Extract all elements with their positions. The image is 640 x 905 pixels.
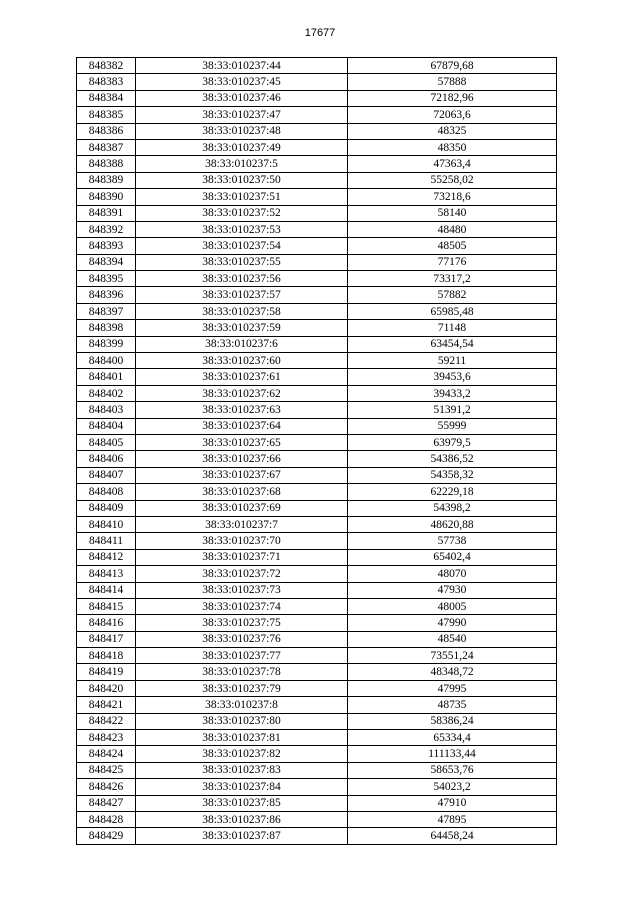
cadastral-number-cell: 38:33:010237:45 [136, 74, 348, 90]
table-row [77, 123, 557, 139]
record-number-cell: 848404 [77, 418, 136, 434]
record-number-cell: 848384 [77, 90, 136, 106]
table-row [77, 582, 557, 598]
table-row [77, 418, 557, 434]
table-row [77, 271, 557, 287]
cadastral-number-cell: 38:33:010237:76 [136, 631, 348, 647]
record-number-cell: 848418 [77, 648, 136, 664]
record-number-cell: 848426 [77, 779, 136, 795]
table-row [77, 320, 557, 336]
cadastral-number-cell: 38:33:010237:44 [136, 58, 348, 74]
value-cell: 62229,18 [348, 484, 557, 500]
record-number-cell: 848415 [77, 598, 136, 614]
cadastral-number-cell: 38:33:010237:74 [136, 598, 348, 614]
cadastral-number-cell: 38:33:010237:55 [136, 254, 348, 270]
cadastral-number-cell: 38:33:010237:51 [136, 189, 348, 205]
value-cell: 51391,2 [348, 402, 557, 418]
table-row [77, 139, 557, 155]
cadastral-number-cell: 38:33:010237:58 [136, 303, 348, 319]
record-number-cell: 848403 [77, 402, 136, 418]
value-cell: 57882 [348, 287, 557, 303]
value-cell: 48505 [348, 238, 557, 254]
cadastral-number-cell: 38:33:010237:5 [136, 156, 348, 172]
table-row [77, 385, 557, 401]
value-cell: 48480 [348, 221, 557, 237]
cadastral-number-cell: 38:33:010237:68 [136, 484, 348, 500]
table-row [77, 451, 557, 467]
value-cell: 54386,52 [348, 451, 557, 467]
record-number-cell: 848382 [77, 58, 136, 74]
value-cell: 55999 [348, 418, 557, 434]
record-number-cell: 848419 [77, 664, 136, 680]
table-row [77, 238, 557, 254]
value-cell: 73551,24 [348, 648, 557, 664]
record-number-cell: 848395 [77, 271, 136, 287]
table-row [77, 74, 557, 90]
record-number-cell: 848388 [77, 156, 136, 172]
value-cell: 72182,96 [348, 90, 557, 106]
cadastral-number-cell: 38:33:010237:82 [136, 746, 348, 762]
table-row [77, 336, 557, 352]
cadastral-number-cell: 38:33:010237:50 [136, 172, 348, 188]
record-number-cell: 848400 [77, 353, 136, 369]
value-cell: 48540 [348, 631, 557, 647]
table-row [77, 664, 557, 680]
record-number-cell: 848425 [77, 762, 136, 778]
value-cell: 65985,48 [348, 303, 557, 319]
cadastral-number-cell: 38:33:010237:77 [136, 648, 348, 664]
cadastral-number-cell: 38:33:010237:57 [136, 287, 348, 303]
table-row [77, 811, 557, 827]
value-cell: 48350 [348, 139, 557, 155]
record-number-cell: 848410 [77, 516, 136, 532]
value-cell: 63979,5 [348, 434, 557, 450]
table-row [77, 697, 557, 713]
table-row [77, 533, 557, 549]
value-cell: 47910 [348, 795, 557, 811]
table-row [77, 566, 557, 582]
table-row [77, 615, 557, 631]
cadastral-number-cell: 38:33:010237:62 [136, 385, 348, 401]
record-number-cell: 848385 [77, 107, 136, 123]
value-cell: 48620,88 [348, 516, 557, 532]
cadastral-number-cell: 38:33:010237:85 [136, 795, 348, 811]
value-cell: 64458,24 [348, 828, 557, 844]
table-row [77, 189, 557, 205]
page-number: 17677 [304, 27, 336, 39]
cadastral-number-cell: 38:33:010237:8 [136, 697, 348, 713]
record-number-cell: 848414 [77, 582, 136, 598]
value-cell: 111133,44 [348, 746, 557, 762]
cadastral-number-cell: 38:33:010237:60 [136, 353, 348, 369]
record-number-cell: 848402 [77, 385, 136, 401]
record-number-cell: 848391 [77, 205, 136, 221]
value-cell: 63454,54 [348, 336, 557, 352]
registry-table [76, 57, 557, 845]
cadastral-number-cell: 38:33:010237:47 [136, 107, 348, 123]
record-number-cell: 848423 [77, 730, 136, 746]
value-cell: 65402,4 [348, 549, 557, 565]
cadastral-number-cell: 38:33:010237:64 [136, 418, 348, 434]
record-number-cell: 848427 [77, 795, 136, 811]
table-row [77, 221, 557, 237]
table-row [77, 779, 557, 795]
cadastral-number-cell: 38:33:010237:83 [136, 762, 348, 778]
record-number-cell: 848416 [77, 615, 136, 631]
value-cell: 58386,24 [348, 713, 557, 729]
value-cell: 67879,68 [348, 58, 557, 74]
value-cell: 54398,2 [348, 500, 557, 516]
record-number-cell: 848399 [77, 336, 136, 352]
record-number-cell: 848394 [77, 254, 136, 270]
cadastral-number-cell: 38:33:010237:52 [136, 205, 348, 221]
record-number-cell: 848421 [77, 697, 136, 713]
table-row [77, 648, 557, 664]
value-cell: 48005 [348, 598, 557, 614]
value-cell: 48070 [348, 566, 557, 582]
cadastral-number-cell: 38:33:010237:80 [136, 713, 348, 729]
cadastral-number-cell: 38:33:010237:7 [136, 516, 348, 532]
value-cell: 73317,2 [348, 271, 557, 287]
value-cell: 57888 [348, 74, 557, 90]
cadastral-number-cell: 38:33:010237:67 [136, 467, 348, 483]
cadastral-number-cell: 38:33:010237:78 [136, 664, 348, 680]
record-number-cell: 848393 [77, 238, 136, 254]
value-cell: 39453,6 [348, 369, 557, 385]
table-row [77, 434, 557, 450]
value-cell: 77176 [348, 254, 557, 270]
record-number-cell: 848390 [77, 189, 136, 205]
table-row [77, 172, 557, 188]
cadastral-number-cell: 38:33:010237:48 [136, 123, 348, 139]
table-row [77, 90, 557, 106]
record-number-cell: 848407 [77, 467, 136, 483]
record-number-cell: 848408 [77, 484, 136, 500]
cadastral-number-cell: 38:33:010237:46 [136, 90, 348, 106]
table-row [77, 484, 557, 500]
cadastral-number-cell: 38:33:010237:87 [136, 828, 348, 844]
table-row [77, 353, 557, 369]
cadastral-number-cell: 38:33:010237:69 [136, 500, 348, 516]
table-row [77, 303, 557, 319]
record-number-cell: 848387 [77, 139, 136, 155]
record-number-cell: 848397 [77, 303, 136, 319]
record-number-cell: 848386 [77, 123, 136, 139]
value-cell: 54358,32 [348, 467, 557, 483]
cadastral-number-cell: 38:33:010237:54 [136, 238, 348, 254]
value-cell: 47995 [348, 680, 557, 696]
cadastral-number-cell: 38:33:010237:70 [136, 533, 348, 549]
cadastral-number-cell: 38:33:010237:75 [136, 615, 348, 631]
value-cell: 54023,2 [348, 779, 557, 795]
table-row [77, 516, 557, 532]
table-row [77, 500, 557, 516]
table-row [77, 369, 557, 385]
cadastral-number-cell: 38:33:010237:63 [136, 402, 348, 418]
table-row [77, 598, 557, 614]
cadastral-number-cell: 38:33:010237:49 [136, 139, 348, 155]
value-cell: 57738 [348, 533, 557, 549]
cadastral-number-cell: 38:33:010237:71 [136, 549, 348, 565]
table-row [77, 549, 557, 565]
cadastral-number-cell: 38:33:010237:59 [136, 320, 348, 336]
table-row [77, 762, 557, 778]
value-cell: 55258,02 [348, 172, 557, 188]
value-cell: 47930 [348, 582, 557, 598]
table-row [77, 828, 557, 844]
record-number-cell: 848429 [77, 828, 136, 844]
table-row [77, 58, 557, 74]
table-row [77, 730, 557, 746]
record-number-cell: 848409 [77, 500, 136, 516]
cadastral-number-cell: 38:33:010237:65 [136, 434, 348, 450]
value-cell: 58653,76 [348, 762, 557, 778]
value-cell: 47895 [348, 811, 557, 827]
table-row [77, 713, 557, 729]
record-number-cell: 848401 [77, 369, 136, 385]
cadastral-number-cell: 38:33:010237:84 [136, 779, 348, 795]
table-row [77, 402, 557, 418]
value-cell: 48348,72 [348, 664, 557, 680]
record-number-cell: 848424 [77, 746, 136, 762]
record-number-cell: 848422 [77, 713, 136, 729]
record-number-cell: 848428 [77, 811, 136, 827]
cadastral-number-cell: 38:33:010237:73 [136, 582, 348, 598]
table-row [77, 746, 557, 762]
cadastral-number-cell: 38:33:010237:79 [136, 680, 348, 696]
value-cell: 58140 [348, 205, 557, 221]
record-number-cell: 848389 [77, 172, 136, 188]
record-number-cell: 848417 [77, 631, 136, 647]
value-cell: 65334,4 [348, 730, 557, 746]
record-number-cell: 848396 [77, 287, 136, 303]
value-cell: 47363,4 [348, 156, 557, 172]
table-row [77, 156, 557, 172]
table-row [77, 205, 557, 221]
table-row [77, 254, 557, 270]
value-cell: 71148 [348, 320, 557, 336]
record-number-cell: 848406 [77, 451, 136, 467]
record-number-cell: 848411 [77, 533, 136, 549]
value-cell: 39433,2 [348, 385, 557, 401]
cadastral-number-cell: 38:33:010237:6 [136, 336, 348, 352]
value-cell: 72063,6 [348, 107, 557, 123]
table-row [77, 107, 557, 123]
table-row [77, 680, 557, 696]
record-number-cell: 848398 [77, 320, 136, 336]
cadastral-number-cell: 38:33:010237:53 [136, 221, 348, 237]
table-row [77, 631, 557, 647]
value-cell: 47990 [348, 615, 557, 631]
registry-table-body [77, 58, 557, 845]
record-number-cell: 848392 [77, 221, 136, 237]
cadastral-number-cell: 38:33:010237:81 [136, 730, 348, 746]
value-cell: 59211 [348, 353, 557, 369]
value-cell: 48735 [348, 697, 557, 713]
cadastral-number-cell: 38:33:010237:66 [136, 451, 348, 467]
table-row [77, 287, 557, 303]
value-cell: 73218,6 [348, 189, 557, 205]
record-number-cell: 848412 [77, 549, 136, 565]
record-number-cell: 848420 [77, 680, 136, 696]
record-number-cell: 848413 [77, 566, 136, 582]
table-row [77, 795, 557, 811]
cadastral-number-cell: 38:33:010237:56 [136, 271, 348, 287]
cadastral-number-cell: 38:33:010237:86 [136, 811, 348, 827]
cadastral-number-cell: 38:33:010237:61 [136, 369, 348, 385]
value-cell: 48325 [348, 123, 557, 139]
record-number-cell: 848383 [77, 74, 136, 90]
record-number-cell: 848405 [77, 434, 136, 450]
cadastral-number-cell: 38:33:010237:72 [136, 566, 348, 582]
table-row [77, 467, 557, 483]
